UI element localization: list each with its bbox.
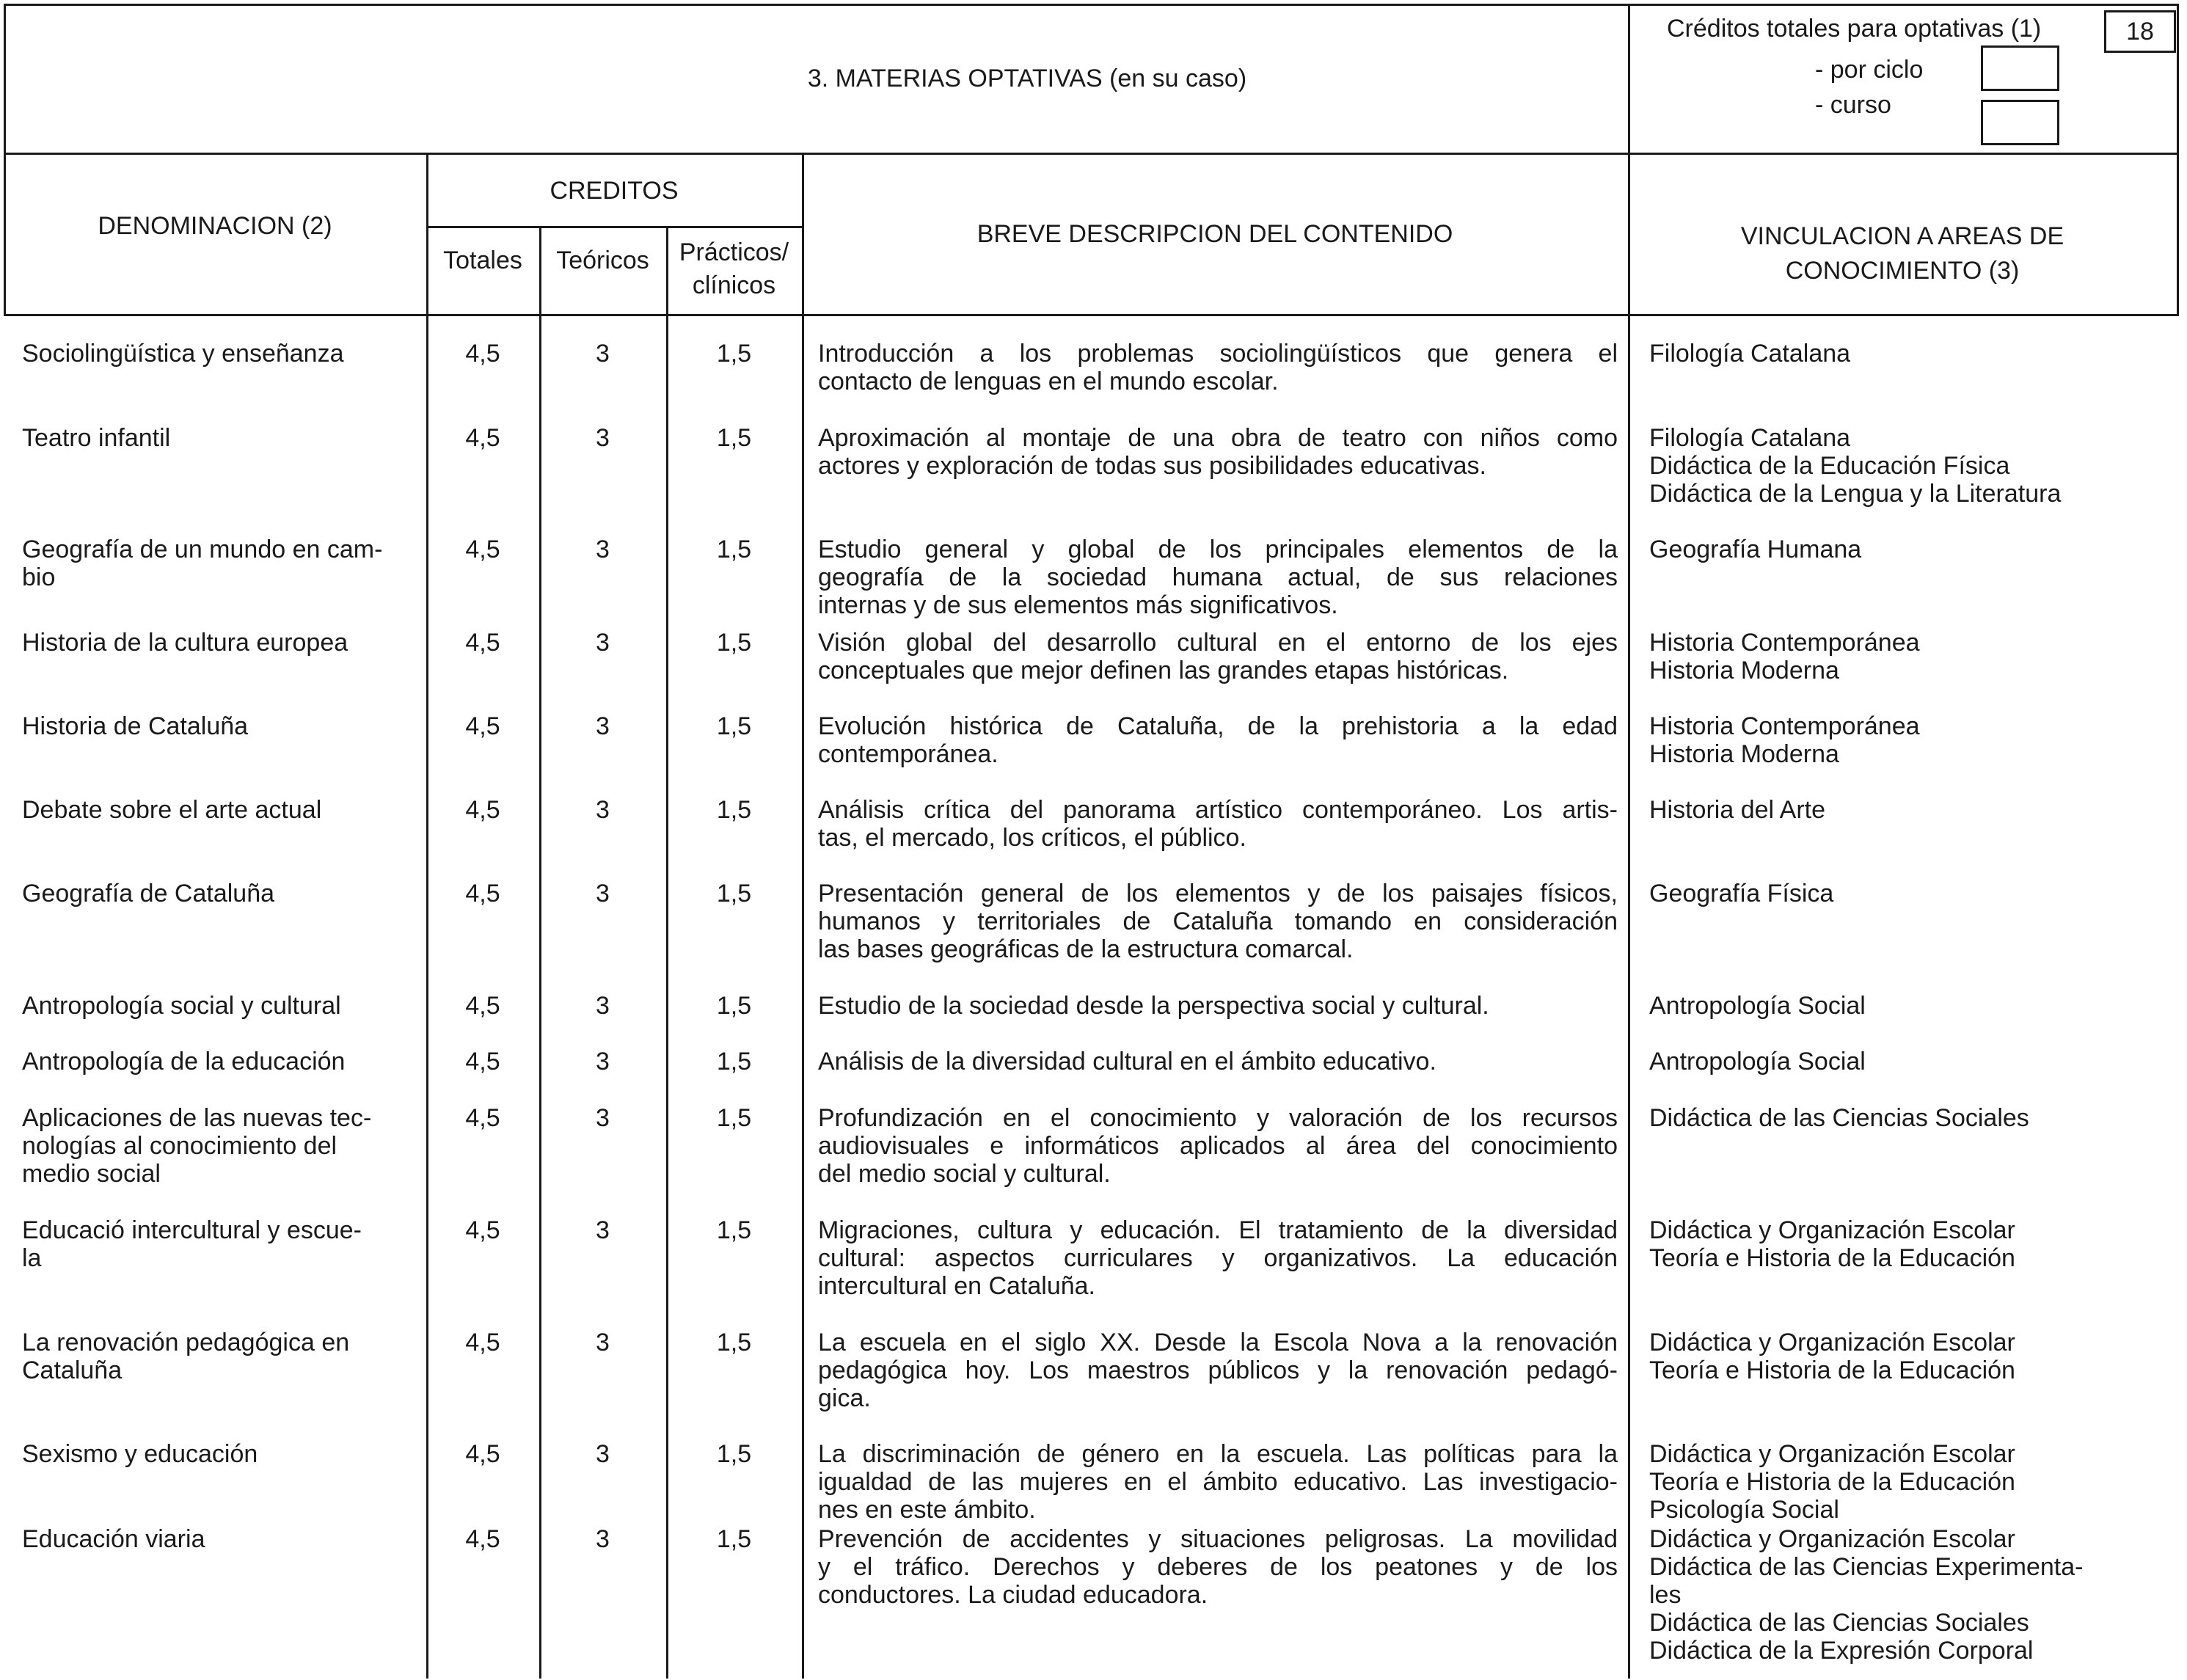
knowledge-areas-line: Geografía Humana bbox=[1649, 536, 1862, 563]
credits-practicos bbox=[666, 796, 802, 824]
knowledge-areas bbox=[1649, 1329, 2163, 1384]
credits-totales-line: 4,5 bbox=[465, 1329, 500, 1356]
subject-description-line: geografía de la sociedad humana actual, de sus relaciones bbox=[818, 563, 1618, 591]
credits-teoricos-line: 3 bbox=[596, 1525, 610, 1553]
knowledge-areas-line: Didáctica de las Ciencias Experimenta- bbox=[1649, 1553, 2084, 1581]
subject-name bbox=[22, 1104, 415, 1188]
subject-name bbox=[22, 1525, 415, 1553]
credits-teoricos bbox=[539, 536, 666, 563]
credits-practicos-line: 1,5 bbox=[716, 1440, 752, 1468]
credits-totales bbox=[426, 1440, 539, 1468]
subject-description-line: igualdad de las mujeres en el ámbito educativo. Las investigacio- bbox=[818, 1468, 1618, 1496]
credits-teoricos bbox=[539, 796, 666, 824]
subject-description-line: nes en este ámbito. bbox=[818, 1496, 1036, 1524]
subject-name-line: Geografía de Cataluña bbox=[22, 880, 275, 907]
subject-description-line: del medio social y cultural. bbox=[818, 1160, 1111, 1188]
knowledge-areas-line: Historia del Arte bbox=[1649, 796, 1825, 824]
col-divider-practicos bbox=[802, 153, 804, 1679]
knowledge-areas bbox=[1649, 796, 2163, 824]
subject-name-line: Antropología de la educación bbox=[22, 1048, 346, 1075]
credits-totales-line: 4,5 bbox=[465, 712, 500, 740]
credits-practicos-line: 1,5 bbox=[716, 424, 752, 452]
credits-practicos-line: 1,5 bbox=[716, 796, 752, 824]
col-header-practicos-line1: Prácticos/ bbox=[679, 238, 789, 266]
credits-totales-line: 4,5 bbox=[465, 1104, 500, 1132]
credits-practicos bbox=[666, 340, 802, 368]
col-header-teoricos: Teóricos bbox=[556, 246, 649, 274]
subject-name-line: Antropología social y cultural bbox=[22, 992, 341, 1020]
knowledge-areas-line: Didáctica de la Educación Física bbox=[1649, 452, 2010, 480]
credits-practicos bbox=[666, 1104, 802, 1132]
credits-teoricos bbox=[539, 1216, 666, 1244]
knowledge-areas-line: Psicología Social bbox=[1649, 1496, 1839, 1524]
knowledge-areas-line: Didáctica de la Lengua y la Literatura bbox=[1649, 480, 2062, 508]
subject-description bbox=[818, 1104, 1618, 1188]
subject-description-line: Estudio general y global de los principales elementos de la bbox=[818, 536, 1618, 563]
subject-description-line: tas, el mercado, los críticos, el público. bbox=[818, 824, 1246, 852]
subject-name bbox=[22, 424, 415, 452]
subject-description-line: cultural: aspectos curriculares y organizativos. La educación bbox=[818, 1244, 1618, 1272]
per-course-label: - curso bbox=[1815, 91, 1891, 119]
subject-name bbox=[22, 880, 415, 907]
subject-name-line: medio social bbox=[22, 1160, 161, 1188]
subject-description-line: audiovisuales e informáticos aplicados al área del conocimiento bbox=[818, 1132, 1618, 1160]
credits-totales bbox=[426, 796, 539, 824]
subject-name bbox=[22, 1048, 415, 1075]
subject-name-line: Educación viaria bbox=[22, 1525, 205, 1553]
subject-description-line: Presentación general de los elementos y de los paisajes físicos, bbox=[818, 880, 1618, 907]
knowledge-areas-line: Antropología Social bbox=[1649, 1048, 1866, 1075]
table-top-border bbox=[4, 4, 2179, 6]
right-border bbox=[2177, 4, 2179, 316]
credits-teoricos bbox=[539, 1440, 666, 1468]
knowledge-areas-line: Didáctica de la Expresión Corporal bbox=[1649, 1637, 2034, 1665]
subject-description bbox=[818, 1440, 1618, 1524]
knowledge-areas-line: Teoría e Historia de la Educación bbox=[1649, 1356, 2015, 1384]
credits-totales-line: 4,5 bbox=[465, 1440, 500, 1468]
knowledge-areas-line: Didáctica de las Ciencias Sociales bbox=[1649, 1104, 2029, 1132]
col-header-practicos-line2: clínicos bbox=[692, 271, 776, 299]
subject-description-line: pedagógica hoy. Los maestros públicos y la renovación pedagó- bbox=[818, 1356, 1618, 1384]
credits-practicos-line: 1,5 bbox=[716, 712, 752, 740]
credits-totales bbox=[426, 880, 539, 907]
credits-practicos-line: 1,5 bbox=[716, 1048, 752, 1075]
subject-description-line: Análisis crítica del panorama artístico contemporáneo. Los artis- bbox=[818, 796, 1618, 824]
credits-practicos bbox=[666, 424, 802, 452]
subject-description-line: Migraciones, cultura y educación. El tratamiento de la diversidad bbox=[818, 1216, 1618, 1244]
credits-teoricos-line: 3 bbox=[596, 1104, 610, 1132]
subject-description-line: Visión global del desarrollo cultural en el entorno de los ejes bbox=[818, 629, 1618, 657]
subject-description bbox=[818, 536, 1618, 619]
subject-description-line: Profundización en el conocimiento y valoración de los recursos bbox=[818, 1104, 1618, 1132]
subject-name bbox=[22, 992, 415, 1020]
knowledge-areas-line: Historia Contemporánea bbox=[1649, 712, 1920, 740]
subject-description-line: contemporánea. bbox=[818, 740, 998, 768]
knowledge-areas-line: Didáctica y Organización Escolar bbox=[1649, 1525, 2015, 1553]
subject-description-line: La escuela en el siglo XX. Desde la Escola Nova a la renovación bbox=[818, 1329, 1618, 1356]
subject-description bbox=[818, 712, 1618, 768]
knowledge-areas bbox=[1649, 1048, 2163, 1075]
knowledge-areas-line: Didáctica de las Ciencias Sociales bbox=[1649, 1609, 2029, 1637]
subject-name bbox=[22, 536, 415, 591]
page-title: 3. MATERIAS OPTATIVAS (en su caso) bbox=[807, 65, 1247, 92]
credits-totales bbox=[426, 712, 539, 740]
subject-description bbox=[818, 1048, 1618, 1075]
credits-practicos-line: 1,5 bbox=[716, 536, 752, 563]
knowledge-areas-line: Filología Catalana bbox=[1649, 424, 1851, 452]
credits-practicos bbox=[666, 536, 802, 563]
credits-totales bbox=[426, 424, 539, 452]
credits-totales-line: 4,5 bbox=[465, 1216, 500, 1244]
title-credits-divider bbox=[1628, 4, 1630, 155]
credits-practicos-line: 1,5 bbox=[716, 1104, 752, 1132]
credits-teoricos bbox=[539, 712, 666, 740]
subject-description-line: Análisis de la diversidad cultural en el ámbito educativo. bbox=[818, 1048, 1436, 1075]
credits-teoricos-line: 3 bbox=[596, 880, 610, 907]
credits-practicos bbox=[666, 629, 802, 657]
column-header-divider bbox=[4, 314, 2179, 316]
credits-totales-line: 4,5 bbox=[465, 1525, 500, 1553]
credits-practicos-line: 1,5 bbox=[716, 880, 752, 907]
subject-description bbox=[818, 992, 1618, 1020]
credits-totales-line: 4,5 bbox=[465, 424, 500, 452]
knowledge-areas-line: Didáctica y Organización Escolar bbox=[1649, 1440, 2015, 1468]
credits-totales-line: 4,5 bbox=[465, 880, 500, 907]
credits-totales-line: 4,5 bbox=[465, 1048, 500, 1075]
credits-totales bbox=[426, 1329, 539, 1356]
subject-name-line: Historia de Cataluña bbox=[22, 712, 249, 740]
knowledge-areas bbox=[1649, 880, 2163, 907]
credits-totales bbox=[426, 340, 539, 368]
credits-teoricos bbox=[539, 1329, 666, 1356]
credits-teoricos-line: 3 bbox=[596, 1329, 610, 1356]
knowledge-areas bbox=[1649, 536, 2163, 563]
subject-description-line: humanos y territoriales de Cataluña tomando en consideración bbox=[818, 907, 1618, 935]
subject-description-line: Estudio de la sociedad desde la perspectiva social y cultural. bbox=[818, 992, 1489, 1020]
subject-description bbox=[818, 1525, 1618, 1609]
left-border bbox=[4, 4, 6, 316]
subject-description-line: gica. bbox=[818, 1384, 871, 1412]
credits-teoricos bbox=[539, 629, 666, 657]
credits-totales-line: 4,5 bbox=[465, 992, 500, 1020]
subject-description-line: Introducción a los problemas sociolingüísticos que genera el bbox=[818, 340, 1618, 368]
credits-totales bbox=[426, 1216, 539, 1244]
subject-name-line: Aplicaciones de las nuevas tec- bbox=[22, 1104, 372, 1132]
credits-practicos bbox=[666, 712, 802, 740]
credits-total-label: Créditos totales para optativas (1) bbox=[1667, 15, 2042, 43]
per-course-box bbox=[1981, 100, 2059, 145]
subject-description bbox=[818, 629, 1618, 684]
per-cycle-box bbox=[1981, 45, 2059, 91]
credits-practicos bbox=[666, 992, 802, 1020]
col-header-descripcion: BREVE DESCRIPCION DEL CONTENIDO bbox=[976, 220, 1453, 248]
subject-description-line: La discriminación de género en la escuela. Las políticas para la bbox=[818, 1440, 1618, 1468]
subject-description-line: conductores. La ciudad educadora. bbox=[818, 1581, 1208, 1609]
credits-practicos bbox=[666, 1216, 802, 1244]
credits-practicos bbox=[666, 1329, 802, 1356]
credits-teoricos-line: 3 bbox=[596, 424, 610, 452]
knowledge-areas-line: Historia Contemporánea bbox=[1649, 629, 1920, 657]
credits-teoricos-line: 3 bbox=[596, 992, 610, 1020]
knowledge-areas bbox=[1649, 992, 2163, 1020]
knowledge-areas-line: Teoría e Historia de la Educación bbox=[1649, 1244, 2015, 1272]
credits-practicos-line: 1,5 bbox=[716, 1525, 752, 1553]
subject-name bbox=[22, 712, 415, 740]
credits-teoricos-line: 3 bbox=[596, 796, 610, 824]
knowledge-areas bbox=[1649, 424, 2163, 508]
knowledge-areas-line: Didáctica y Organización Escolar bbox=[1649, 1216, 2015, 1244]
subject-description-line: Prevención de accidentes y situaciones peligrosas. La movilidad bbox=[818, 1525, 1618, 1553]
credits-teoricos bbox=[539, 880, 666, 907]
subject-description bbox=[818, 1329, 1618, 1412]
credits-practicos-line: 1,5 bbox=[716, 1329, 752, 1356]
credits-totales bbox=[426, 1525, 539, 1553]
knowledge-areas-line: Didáctica y Organización Escolar bbox=[1649, 1329, 2015, 1356]
credits-teoricos-line: 3 bbox=[596, 1048, 610, 1075]
knowledge-areas bbox=[1649, 1440, 2163, 1524]
subject-name-line: Historia de la cultura europea bbox=[22, 629, 348, 657]
subject-name-line: Teatro infantil bbox=[22, 424, 171, 452]
credits-teoricos bbox=[539, 1104, 666, 1132]
credits-practicos bbox=[666, 880, 802, 907]
subject-name-line: nologías al conocimiento del bbox=[22, 1132, 337, 1160]
credits-totales-line: 4,5 bbox=[465, 629, 500, 657]
credits-totales bbox=[426, 1104, 539, 1132]
subject-name-line: la bbox=[22, 1244, 42, 1272]
subject-description-line: internas y de sus elementos más significativos. bbox=[818, 591, 1338, 619]
knowledge-areas-line: Historia Moderna bbox=[1649, 657, 1839, 684]
credits-totales bbox=[426, 629, 539, 657]
subject-description bbox=[818, 424, 1618, 480]
credits-teoricos bbox=[539, 340, 666, 368]
knowledge-areas bbox=[1649, 340, 2163, 368]
creditos-subheader-divider bbox=[428, 226, 803, 228]
credits-teoricos-line: 3 bbox=[596, 1440, 610, 1468]
subject-name-line: Sociolingüística y enseñanza bbox=[22, 340, 344, 368]
subject-name bbox=[22, 629, 415, 657]
knowledge-areas-line: Historia Moderna bbox=[1649, 740, 1839, 768]
subject-name-line: Debate sobre el arte actual bbox=[22, 796, 322, 824]
subject-name bbox=[22, 1440, 415, 1468]
header-divider bbox=[4, 153, 2179, 155]
credits-teoricos bbox=[539, 424, 666, 452]
subject-name-line: Cataluña bbox=[22, 1356, 123, 1384]
subject-name-line: Educació intercultural y escue- bbox=[22, 1216, 362, 1244]
credits-teoricos-line: 3 bbox=[596, 629, 610, 657]
credits-teoricos bbox=[539, 1048, 666, 1075]
credits-practicos-line: 1,5 bbox=[716, 340, 752, 368]
credits-practicos bbox=[666, 1440, 802, 1468]
subject-description-line: las bases geográficas de la estructura comarcal. bbox=[818, 935, 1354, 963]
credits-teoricos-line: 3 bbox=[596, 712, 610, 740]
credits-practicos bbox=[666, 1525, 802, 1553]
subject-description bbox=[818, 880, 1618, 963]
credits-totales-line: 4,5 bbox=[465, 536, 500, 563]
subject-name-line: Geografía de un mundo en cam- bbox=[22, 536, 383, 563]
knowledge-areas-line: Geografía Física bbox=[1649, 880, 1834, 907]
knowledge-areas-line: Filología Catalana bbox=[1649, 340, 1851, 368]
per-cycle-label: - por ciclo bbox=[1815, 56, 1924, 84]
knowledge-areas-line: Teoría e Historia de la Educación bbox=[1649, 1468, 2015, 1496]
subject-name-line: La renovación pedagógica en bbox=[22, 1329, 350, 1356]
credits-practicos bbox=[666, 1048, 802, 1075]
col-header-creditos: CREDITOS bbox=[550, 177, 679, 205]
subject-name-line: Sexismo y educación bbox=[22, 1440, 258, 1468]
subject-description-line: intercultural en Cataluña. bbox=[818, 1272, 1096, 1300]
knowledge-areas bbox=[1649, 1216, 2163, 1272]
knowledge-areas bbox=[1649, 1104, 2163, 1132]
subject-description bbox=[818, 1216, 1618, 1300]
credits-totales bbox=[426, 1048, 539, 1075]
credits-total-value: 18 bbox=[2126, 18, 2154, 45]
credits-practicos-line: 1,5 bbox=[716, 629, 752, 657]
knowledge-areas-line: Antropología Social bbox=[1649, 992, 1866, 1020]
subject-name bbox=[22, 1329, 415, 1384]
credits-teoricos bbox=[539, 1525, 666, 1553]
credits-teoricos bbox=[539, 992, 666, 1020]
subject-description bbox=[818, 340, 1618, 395]
subject-name bbox=[22, 340, 415, 368]
credits-totales-line: 4,5 bbox=[465, 340, 500, 368]
subject-description-line: conceptuales que mejor definen las grandes etapas históricas. bbox=[818, 657, 1509, 684]
subject-name bbox=[22, 1216, 415, 1272]
credits-practicos-line: 1,5 bbox=[716, 1216, 752, 1244]
subject-description-line: y el tráfico. Derechos y deberes de los peatones y de los bbox=[818, 1553, 1618, 1581]
credits-totales bbox=[426, 992, 539, 1020]
subject-name bbox=[22, 796, 415, 824]
subject-description-line: Evolución histórica de Cataluña, de la prehistoria a la edad bbox=[818, 712, 1618, 740]
credits-totales-line: 4,5 bbox=[465, 796, 500, 824]
col-header-vinculacion-line2: CONOCIMIENTO (3) bbox=[1785, 257, 2020, 285]
knowledge-areas-line: les bbox=[1649, 1581, 1682, 1609]
credits-teoricos-line: 3 bbox=[596, 536, 610, 563]
col-header-vinculacion-line1: VINCULACION A AREAS DE bbox=[1740, 222, 2064, 250]
subject-description-line: Aproximación al montaje de una obra de teatro con niños como bbox=[818, 424, 1618, 452]
knowledge-areas bbox=[1649, 712, 2163, 768]
credits-teoricos-line: 3 bbox=[596, 340, 610, 368]
col-header-totales: Totales bbox=[443, 246, 522, 274]
subject-name-line: bio bbox=[22, 563, 56, 591]
subject-description-line: actores y exploración de todas sus posibilidades educativas. bbox=[818, 452, 1486, 480]
knowledge-areas bbox=[1649, 629, 2163, 684]
subject-description bbox=[818, 796, 1618, 852]
knowledge-areas bbox=[1649, 1525, 2163, 1665]
col-header-denominacion: DENOMINACION (2) bbox=[98, 212, 332, 240]
col-divider-descripcion bbox=[1628, 153, 1630, 1679]
subject-description-line: contacto de lenguas en el mundo escolar. bbox=[818, 368, 1279, 395]
credits-teoricos-line: 3 bbox=[596, 1216, 610, 1244]
credits-totales bbox=[426, 536, 539, 563]
credits-practicos-line: 1,5 bbox=[716, 992, 752, 1020]
